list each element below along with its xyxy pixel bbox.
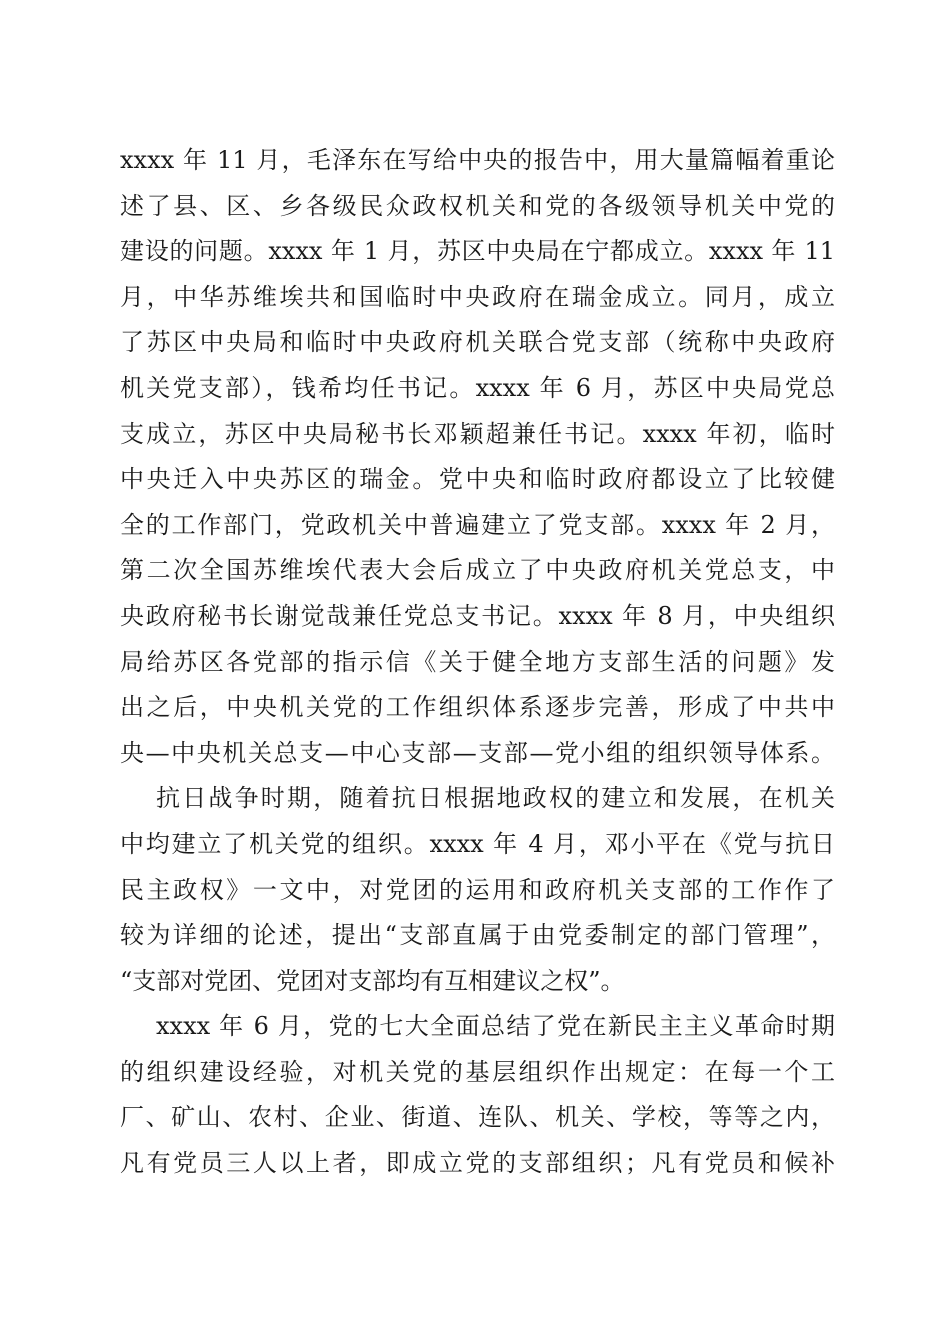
text-line: 央政府秘书长谢觉哉兼任党总支书记。xxxx 年 8 月，中央组织 — [120, 601, 835, 630]
paragraph-2 — [120, 776, 835, 1004]
text-line: 了苏区中央局和临时中央政府机关联合党支部（统称中央政府 — [120, 328, 835, 357]
text-line: 第二次全国苏维埃代表大会后成立了中央政府机关党总支，中 — [120, 556, 835, 585]
paragraph-3 — [120, 1004, 835, 1186]
text-line: 中均建立了机关党的组织。xxxx 年 4 月，邓小平在《党与抗日 — [120, 829, 835, 858]
text-line: 支成立，苏区中央局秘书长邓颖超兼任书记。xxxx 年初，临时 — [120, 419, 835, 448]
text-line: 中央迁入中央苏区的瑞金。党中央和临时政府都设立了比较健 — [120, 465, 835, 494]
text-line: 凡有党员三人以上者，即成立党的支部组织；凡有党员和候补 — [120, 1149, 835, 1178]
text-line: 央—中央机关总支—中心支部—支部—党小组的组织领导体系。 — [120, 738, 835, 767]
text-line: 全的工作部门，党政机关中普遍建立了党支部。xxxx 年 2 月， — [120, 510, 835, 539]
text-line: 的组织建设经验，对机关党的基层组织作出规定：在每一个工 — [120, 1057, 835, 1086]
text-line: 民主政权》一文中，对党团的运用和政府机关支部的工作作了 — [120, 875, 835, 904]
paragraph-1 — [120, 138, 835, 776]
text-line: 述了县、区、乡各级民众政权机关和党的各级领导机关中党的 — [120, 191, 835, 220]
body-text — [120, 138, 835, 1187]
text-line: xxxx 年 6 月，党的七大全面总结了党在新民主主义革命时期 — [156, 1012, 835, 1041]
text-line: 机关党支部），钱希均任书记。xxxx 年 6 月，苏区中央局党总 — [120, 373, 835, 402]
text-line: 局给苏区各党部的指示信《关于健全地方支部生活的问题》发 — [120, 647, 835, 676]
text-line: 出之后，中央机关党的工作组织体系逐步完善，形成了中共中 — [120, 693, 835, 722]
text-line: 厂、矿山、农村、企业、街道、连队、机关、学校，等等之内， — [120, 1103, 835, 1132]
text-line: “支部对党团、党团对支部均有互相建议之权”。 — [120, 966, 625, 995]
text-line: xxxx 年 11 月，毛泽东在写给中央的报告中，用大量篇幅着重论 — [120, 146, 835, 174]
text-line: 抗日战争时期，随着抗日根据地政权的建立和发展，在机关 — [156, 784, 835, 813]
text-line: 较为详细的论述，提出“支部直属于由党委制定的部门管理”， — [120, 921, 835, 950]
text-line: 建设的问题。xxxx 年 1 月，苏区中央局在宁都成立。xxxx 年 11 — [120, 237, 835, 266]
text-line: 月，中华苏维埃共和国临时中央政府在瑞金成立。同月，成立 — [120, 282, 835, 311]
